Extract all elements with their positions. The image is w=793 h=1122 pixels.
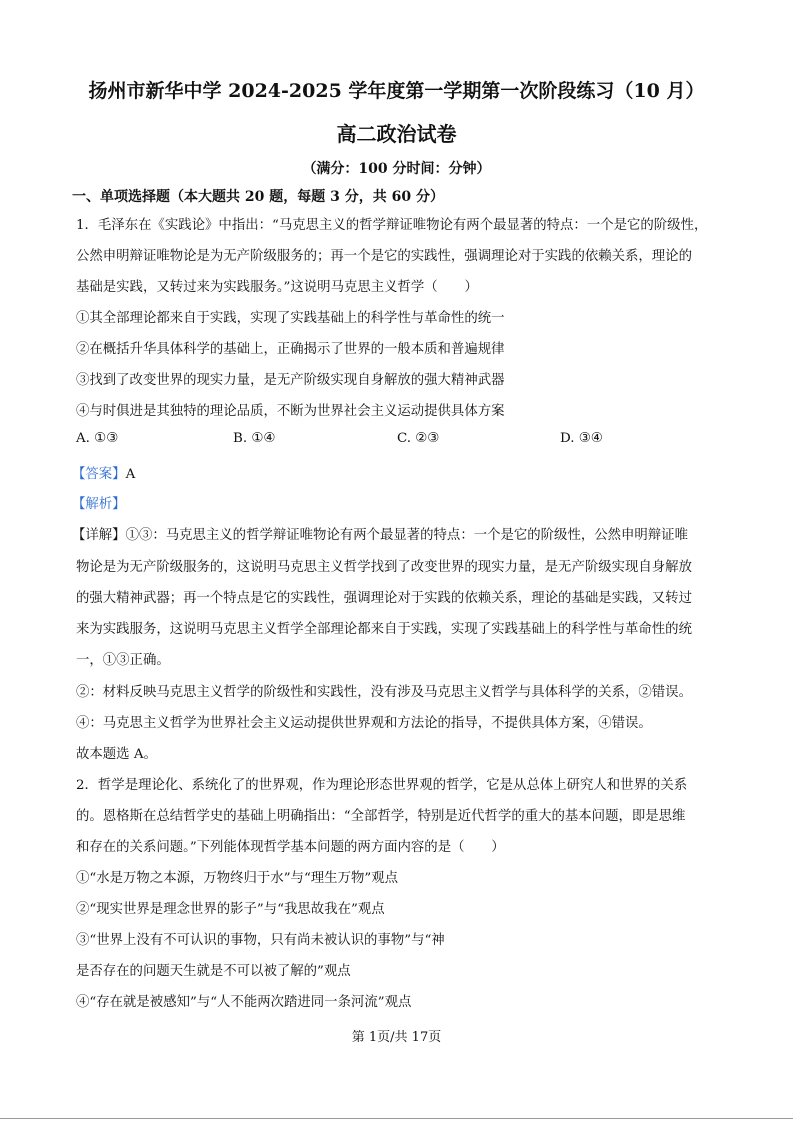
q1-stem-line: 公然申明辩证唯物论是为无产阶级服务的；再一个是它的实践性，强调理论对于实践的依赖关系，理论的 xyxy=(76,249,692,264)
q2-item: ④“存在就是被感知”与“人不能两次踏进同一条河流”观点 xyxy=(76,995,412,1010)
q1-item: ④与时俱进是其独特的理论品质，不断为世界社会主义运动提供具体方案 xyxy=(76,404,505,419)
q2-item: 是否存在的问题天生就是不可以被了解的”观点 xyxy=(76,964,351,979)
q1-detail-line: 故本题选 A。 xyxy=(76,747,157,762)
q1-item: ①其全部理论都来自于实践，实现了实践基础上的科学性与革命性的统一 xyxy=(76,311,505,326)
q1-stem-line: 1．毛泽东在《实践论》中指出：“马克思主义的哲学辩证唯物论有两个最显著的特点：一个是它的阶级性， xyxy=(76,218,708,233)
exam-title: 扬州市新华中学 2024-2025 学年度第一学期第一次阶段练习（10 月） xyxy=(88,80,705,102)
q1-item: ③找到了改变世界的现实力量，是无产阶级实现自身解放的强大精神武器 xyxy=(76,373,505,388)
q2-item: ②“现实世界是理念世界的影子”与“我思故我在”观点 xyxy=(76,902,385,917)
q1-item: ②在概括升华具体科学的基础上，正确揭示了世界的一般本质和普遍规律 xyxy=(76,342,505,357)
q1-detail-line xyxy=(72,524,688,543)
q1-detail-line: 的强大精神武器；再一个特点是它的实践性，强调理论对于实践的依赖关系，理论的基础是实践，又转过 xyxy=(76,591,692,606)
q2-item: ③“世界上没有不可认识的事物，只有尚未被认识的事物”与“神 xyxy=(76,933,445,948)
detail-tag: 【详解】 xyxy=(72,528,126,543)
q2-stem-line: 2．哲学是理论化、系统化了的世界观，作为理论形态世界观的哲学，它是从总体上研究人和世界的关系 xyxy=(76,778,688,793)
analysis-tag: 【解析】 xyxy=(72,497,126,512)
q1-answer xyxy=(72,463,135,482)
q2-stem-line: 和存在的关系问题。”下列能体现哲学基本问题的两方面内容的是（ ） xyxy=(76,840,505,855)
answer-tag: 【答案】 xyxy=(72,467,126,482)
bottom-divider xyxy=(0,1118,793,1119)
q1-detail-line: 来为实践服务，这说明马克思主义哲学全部理论都来自于实践，实现了实践基础上的科学性与革命性的统 xyxy=(76,622,692,637)
q1-option-d: D. ③④ xyxy=(560,431,603,446)
q1-option-c: C. ②③ xyxy=(397,431,440,446)
q2-stem-line: 的。恩格斯在总结哲学史的基础上明确指出：“全部哲学，特别是近代哲学的重大的基本问题，即是思维 xyxy=(76,809,686,824)
section-heading: 一、单项选择题（本大题共 20 题，每题 3 分，共 60 分） xyxy=(72,189,444,205)
page-footer: 第 1页/共 17页 xyxy=(351,1030,442,1045)
q1-analysis-tag xyxy=(72,493,126,512)
q2-item: ①“水是万物之本源，万物终归于水”与“理生万物”观点 xyxy=(76,871,398,886)
detail-text: ①③：马克思主义的哲学辩证唯物论有两个最显著的特点：一个是它的阶级性，公然申明辩证唯 xyxy=(125,528,688,543)
q1-detail-line: 一，①③正确。 xyxy=(76,653,170,668)
q1-option-a: A. ①③ xyxy=(76,431,119,446)
q1-detail-line: 物论是为无产阶级服务的，这说明马克思主义哲学找到了改变世界的现实力量，是无产阶级实现自身解放 xyxy=(76,560,692,575)
q1-detail-line: ④：马克思主义哲学为世界社会主义运动提供世界观和方法论的指导，不提供具体方案，④错误。 xyxy=(76,716,652,731)
exam-subtitle: 高二政治试卷 xyxy=(336,122,457,146)
q1-option-b: B. ①④ xyxy=(233,431,276,446)
q1-stem-line: 基础是实践，又转过来为实践服务。”这说明马克思主义哲学（ ） xyxy=(76,280,478,295)
answer-value: A xyxy=(125,467,136,482)
exam-meta: （满分：100 分时间：分钟） xyxy=(302,161,491,177)
q1-detail-line: ②：材料反映马克思主义哲学的阶级性和实践性，没有涉及马克思主义哲学与具体科学的关系，②错误。 xyxy=(76,685,692,700)
